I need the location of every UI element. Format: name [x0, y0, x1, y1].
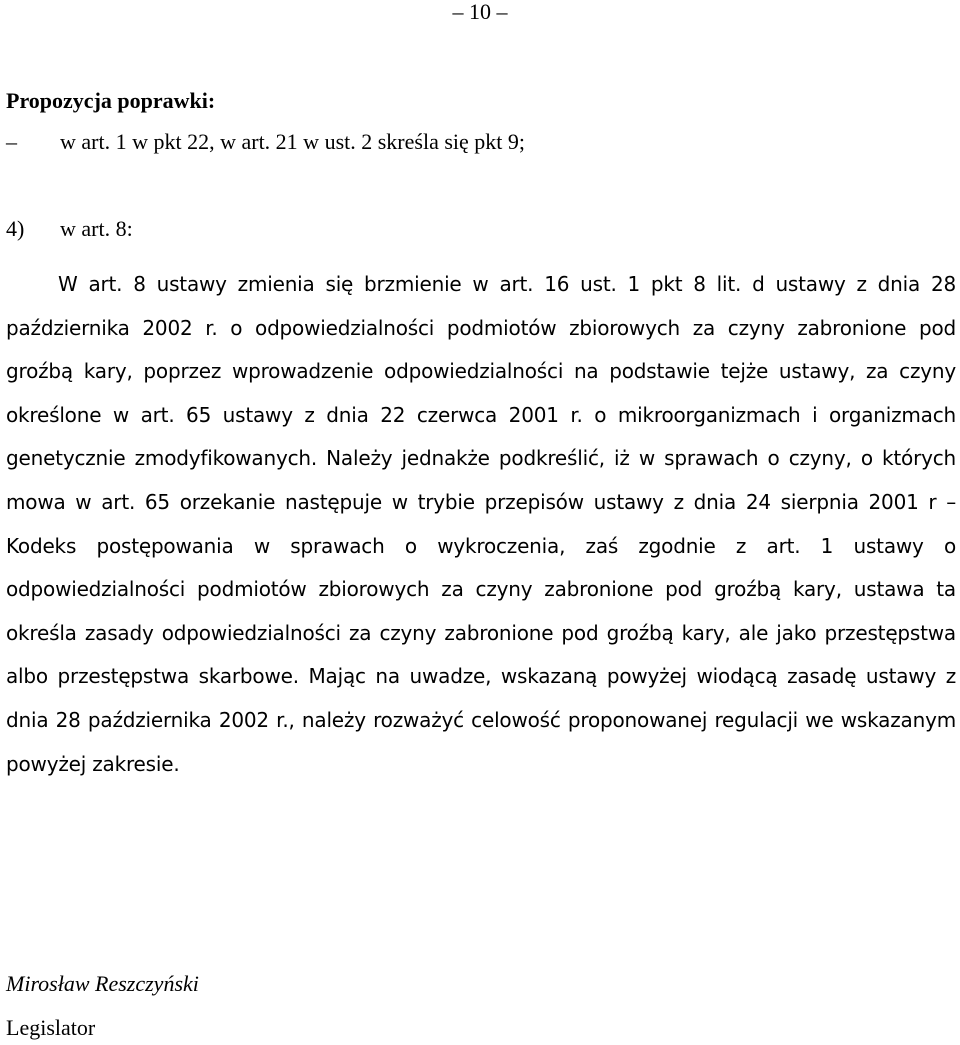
body-paragraph: W art. 8 ustawy zmienia się brzmienie w art. 16 ust. 1 pkt 8 lit. d ustawy z dnia 28 października 2002 r. o odpowiedzialności podmiotów zbiorowych za czyny zabronione pod groźbą kary, poprzez wprowadzenie odpowiedzialności na podstawie tejże ustawy, za czyny określone w art. 65 ustawy z dnia 22 czerwca 2001 r. o mikroorganizmach i organizmach genetycznie zmodyfikowanych. Należy jednakże podkreślić, iż w sprawach o czyny, o których mowa w art. 65 orzekanie następuje w trybie przepisów ustawy z dnia 24 sierpnia 2001 r – Kodeks postępowania w sprawach o wykroczenia, zaś zgodnie z art. 1 ustawy o odpowiedzialności podmiotów zbiorowych za czyny zabronione pod groźbą kary, ustawa ta określa zasady odpowiedzialności za czyny zabronione pod groźbą kary, ale jako przestępstwa albo przestępstwa skarbowe. Mając na uwadze, wskazaną powyżej wiodącą zasadę ustawy z dnia 28 października 2002 r., należy rozważyć celowość proponowanej regulacji we wskazanym powyżej zakresie. — [6, 272, 956, 776]
page-number: – 10 – — [452, 0, 508, 24]
section-heading: Propozycja poprawki: — [6, 88, 216, 113]
signatory-role: Legislator — [6, 1015, 96, 1040]
amendment-text: w art. 1 w pkt 22, w art. 21 w ust. 2 skreśla się pkt 9; — [60, 129, 525, 154]
item-number: 4) — [6, 216, 25, 241]
item-text: w art. 8: — [60, 216, 133, 241]
dash-marker: – — [6, 129, 17, 154]
signatory-name: Mirosław Reszczyński — [6, 971, 199, 996]
